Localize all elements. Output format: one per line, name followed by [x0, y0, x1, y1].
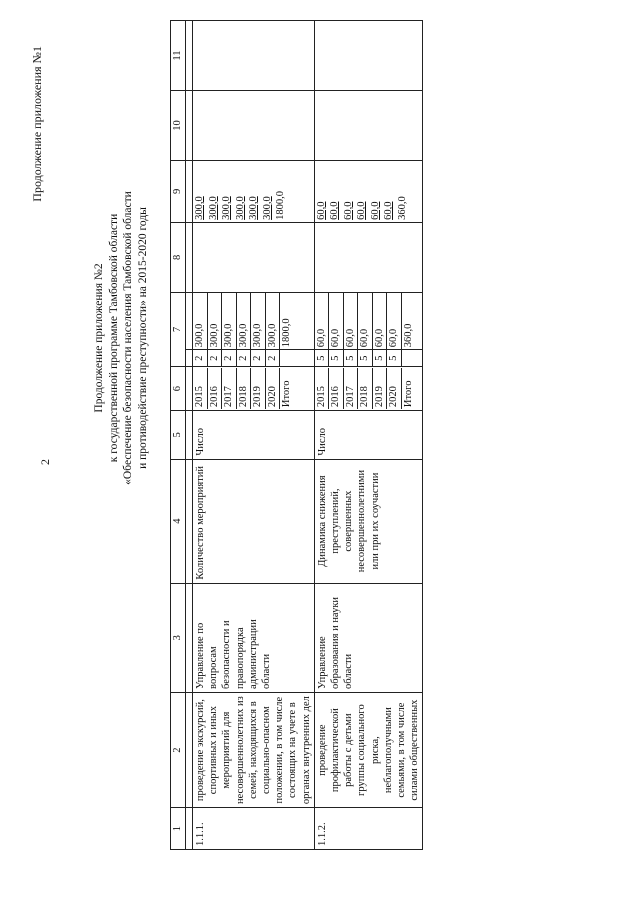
year: 2018: [237, 368, 252, 409]
column-number: 8: [171, 222, 186, 292]
indicator-value: 2: [266, 350, 281, 366]
indicator-value: 5: [344, 350, 359, 366]
year: 2015: [315, 368, 330, 409]
funding-cell: [314, 292, 423, 349]
row-number: 1.1.2.: [314, 808, 423, 850]
column-number: 9: [171, 160, 186, 222]
indicator-value: 5: [315, 350, 330, 366]
budget-value: 300,0: [234, 196, 246, 220]
year: 2019: [251, 368, 266, 409]
table-row: [193, 21, 315, 850]
funding-total: 1800,0: [281, 318, 292, 348]
indicator-value: 5: [329, 350, 344, 366]
table-row: [314, 21, 423, 850]
indicator-value: 2: [237, 350, 252, 366]
funding-value: 60,0: [358, 293, 373, 349]
budget-value: 300,0: [248, 196, 259, 220]
indicator-name: Динамика снижения преступлений, совершенных несовершеннолетними или при их соучастии: [314, 459, 423, 583]
column-number: 5: [171, 411, 186, 459]
funding-value: 300,0: [222, 293, 237, 349]
funding-value: 300,0: [251, 293, 266, 349]
budget-value: 60,0: [329, 201, 341, 220]
spacer-row: [186, 21, 193, 850]
year: 2017: [344, 368, 359, 409]
indicator-value: 5: [358, 350, 373, 366]
indicator-values-cell: [193, 350, 315, 367]
budget-cell: [193, 160, 315, 222]
funding-value: 60,0: [344, 293, 359, 349]
appendix-title-block: [92, 78, 150, 598]
column-number: 1: [171, 808, 186, 850]
indicator-value: 2: [251, 350, 266, 366]
indicator-values-cell: [314, 350, 423, 367]
empty-cell: [314, 222, 423, 292]
budget-total: 360,0: [396, 196, 408, 220]
indicator-value: 2: [193, 350, 208, 366]
year: 2016: [208, 368, 223, 409]
column-number-row: [171, 21, 186, 850]
program-measures-table: [170, 20, 423, 850]
funding-value: 60,0: [329, 293, 344, 349]
column-number: 6: [171, 367, 186, 411]
appendix-continuation-note: Продолжение приложения №1: [30, 46, 44, 202]
indicator-value: 5: [387, 350, 402, 366]
budget-value: 300,0: [221, 196, 232, 220]
funding-value: 300,0: [208, 293, 223, 349]
empty-cell: [193, 21, 315, 91]
budget-cell: [314, 160, 423, 222]
column-number: 11: [171, 21, 186, 91]
budget-total: 1800,0: [275, 191, 286, 220]
unit: Число: [193, 411, 315, 459]
year: 2018: [358, 368, 373, 409]
empty-cell: [314, 91, 423, 161]
funding-cell: [193, 292, 315, 349]
column-number: 10: [171, 91, 186, 161]
column-number: 2: [171, 692, 186, 807]
budget-value: 60,0: [315, 201, 327, 220]
budget-value: 300,0: [194, 196, 205, 220]
indicator-value: 2: [222, 350, 237, 366]
year: 2020: [387, 368, 402, 409]
budget-value: 60,0: [369, 201, 381, 220]
unit: Число: [314, 411, 423, 459]
row-number: 1.1.1.: [193, 808, 315, 850]
funding-value: 60,0: [387, 293, 402, 349]
appendix-title-line: и противодействие преступности» на 2015-2020 годы: [136, 207, 149, 469]
empty-cell: [314, 21, 423, 91]
indicator-name: Количество мероприятий: [193, 459, 315, 583]
year: 2020: [266, 368, 281, 409]
budget-value: 60,0: [342, 201, 354, 220]
years-cell: [193, 367, 315, 411]
year: 2015: [193, 368, 208, 409]
year-total: Итого: [281, 380, 292, 408]
budget-value: 60,0: [383, 201, 395, 220]
year: 2017: [222, 368, 237, 409]
budget-value: 300,0: [207, 196, 219, 220]
funding-value: 300,0: [193, 293, 208, 349]
measure-name: проведение экскурсий, спортивных и иных мероприятий для несовершеннолетних из семей, находящихся в социально-опасном положении, в том числе состоящих на учете в органах внутренних дел: [193, 692, 315, 807]
column-number: 4: [171, 459, 186, 583]
funding-value: 60,0: [315, 293, 330, 349]
appendix-title-line: Продолжение приложения №2: [93, 263, 105, 413]
indicator-value: 5: [373, 350, 388, 366]
year: 2016: [329, 368, 344, 409]
executor: Управление образования и науки области: [314, 583, 423, 692]
budget-value: 60,0: [356, 201, 368, 220]
year: 2019: [373, 368, 388, 409]
column-number: 7: [171, 292, 186, 366]
appendix-title-line: «Обеспечение безопасности населения Тамбовской области: [122, 191, 134, 485]
empty-cell: [193, 222, 315, 292]
funding-total: 360,0: [402, 323, 414, 348]
executor: Управление по вопросам безопасности и правопорядка администрации области: [193, 583, 315, 692]
year-total: Итого: [402, 380, 414, 408]
indicator-value: 2: [208, 350, 223, 366]
measure-name: проведение профилактической работы с детьми группы социального риска, неблагополучными семьями, в том числе силами общественных: [314, 692, 423, 807]
funding-value: 300,0: [237, 293, 252, 349]
budget-value: 300,0: [261, 196, 273, 220]
funding-value: 60,0: [373, 293, 388, 349]
funding-value: 300,0: [266, 293, 281, 349]
column-number: 3: [171, 583, 186, 692]
page-number: 2: [38, 459, 52, 465]
appendix-title-line: к государственной программе Тамбовской области: [107, 213, 120, 463]
empty-cell: [193, 91, 315, 161]
years-cell: [314, 367, 423, 411]
